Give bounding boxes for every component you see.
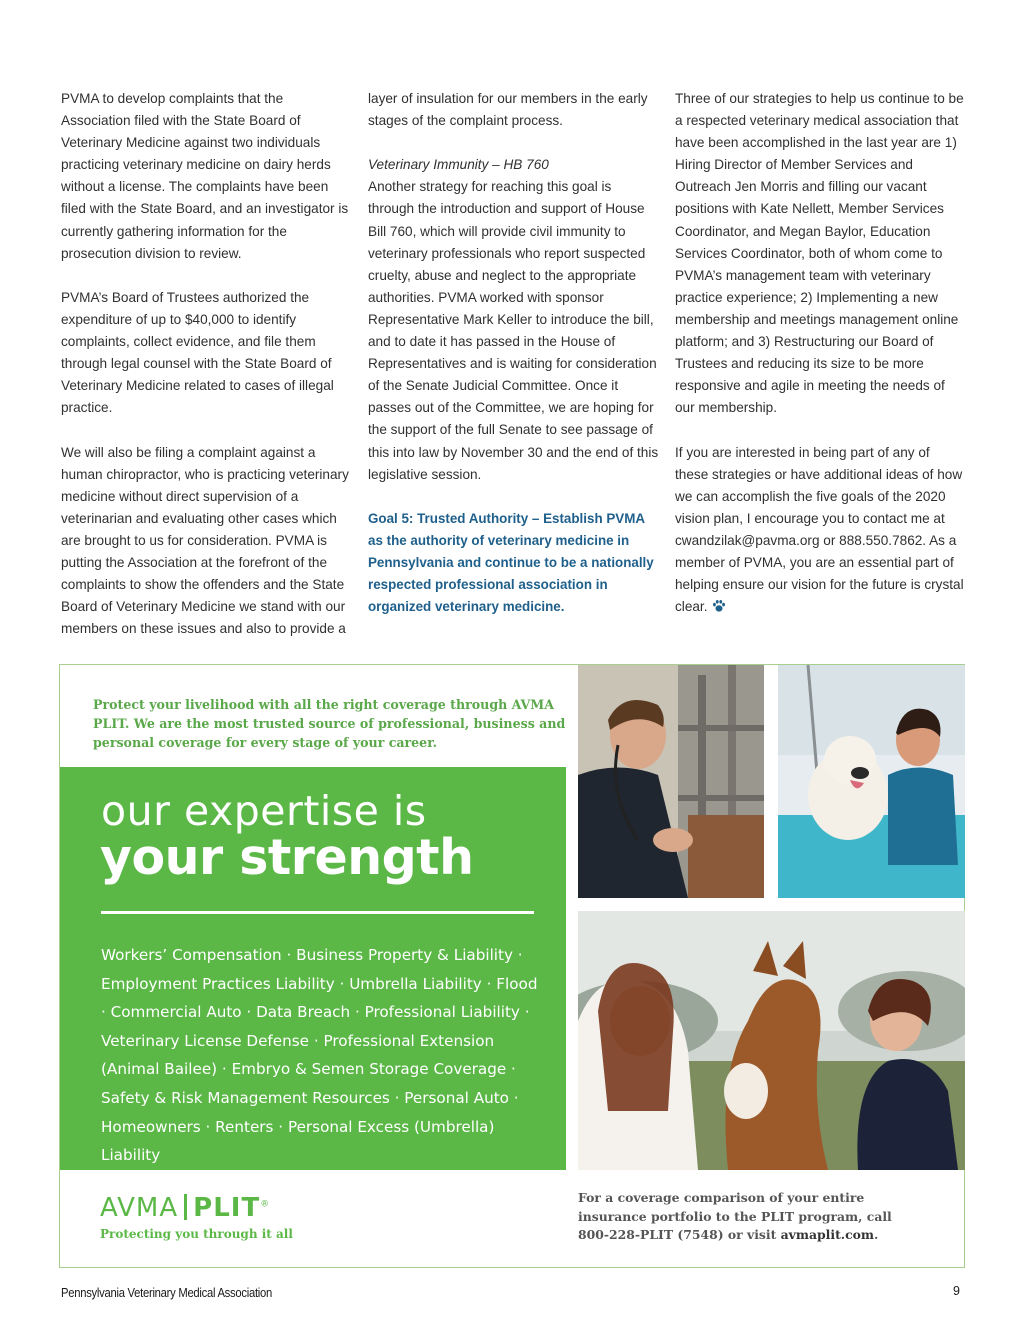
article-paragraph: PVMA’s Board of Trustees authorized the expenditure of up to $40,000 to identify complaints, collect evidence, and file them through legal counsel with the State Board of Veterinary Medicine related to cases of illegal practice. <box>61 289 334 416</box>
paw-print-icon <box>712 599 726 613</box>
ad-divider <box>101 911 534 914</box>
ad-tagline: Protect your livelihood with all the right coverage through AVMA PLIT. We are the most trusted source of professional, business and personal coverage for every stage of your career. <box>93 697 566 750</box>
closing-text: If you are interested in being part of any of these strategies or have additional ideas of how we can accomplish the five goals of the 2020 vision plan, I encourage you to contact me at cwandzilak@pavma.org or 888.550.7862. As a member of PVMA, you are an essential part of helping ensure our vision for the future is crystal clear. <box>675 444 964 615</box>
article-paragraph: We will also be filing a complaint against a human chiropractor, who is practicing veterinary medicine without direct supervision of a veterinarian and evaluating other cases which are brought to us for consideration. PVMA is putting the Association at the forefront of the complaints to show the offenders and the State Board of Veterinary Medicine we stand with our members on these issues and also to provide a <box>61 444 349 637</box>
coverage-list: Workers’ Compensation · Business Property & Liability · Employment Practices Liability · Umbrella Liability · Flood · Commercial Auto · Data Breach · Professional Liability · Veterinary License Defense · Professional Extension (Animal Bailee) · Embryo & Semen Storage Coverage · Safety & Risk Management Resources · Personal Auto · Homeowners · Renters · Personal Excess (Umbrella) Liability <box>101 946 538 1165</box>
footer-publication-name: Pennsylvania Veterinary Medical Association <box>61 1286 273 1300</box>
article-paragraph: PVMA to develop complaints that the Association filed with the State Board of Veterinary Medicine against two individuals practicing veterinary medicine on dairy herds without a license. The complaints have been filed with the State Board, and an investigator is currently gathering information for the prosecution division to review. <box>61 91 349 261</box>
logo-plit: PLIT <box>193 1193 261 1223</box>
avma-plit-advertisement <box>59 664 965 1268</box>
two-women-with-horse-photo <box>578 911 965 1170</box>
article-paragraph: Three of our strategies to help us continue to be a respected veterinary medical association that have been accomplished in the last year are 1) Hiring Director of Member Services and Outreach Jen Morris and filling our vacant positions with Kate Nellett, Member Services Coordinator, and Megan Baylor, Education Services Coordinator, both of whom come to PVMA’s management team with veterinary practice experience; 2) Implementing a new membership and meetings management online platform; and 3) Restructuring our Board of Trustees and reducing its size to be more responsive and agile in meeting the needs of our membership. <box>675 91 964 416</box>
logo-wordmark <box>100 1193 293 1223</box>
avma-plit-logo <box>100 1193 293 1241</box>
registered-mark: ® <box>260 1199 271 1210</box>
section-subheading: Veterinary Immunity – HB 760 <box>368 157 549 173</box>
ad-contact-text <box>578 1189 918 1245</box>
article-paragraph <box>675 442 964 619</box>
woman-with-dog-in-pool-photo <box>778 665 965 898</box>
ad-green-panel <box>60 767 566 1170</box>
ad-photo-collage <box>578 665 965 1170</box>
page-number: 9 <box>953 1284 960 1298</box>
contact-sentence: For a coverage comparison of your entire insurance portfolio to the PLIT program, call 800-228-PLIT (7548) or visit <box>578 1190 892 1242</box>
goal-heading: Goal 5: Trusted Authority – Establish PVMA as the authority of veterinary medicine in Pennsylvania and continue to be a nationally respected professional association in organized veterinary medicine. <box>368 510 654 615</box>
veterinarian-with-stethoscope-photo <box>578 665 764 898</box>
website-link[interactable]: avmaplit.com <box>780 1227 875 1242</box>
article-column-2 <box>368 88 660 618</box>
logo-divider <box>184 1194 187 1220</box>
article-paragraph: Another strategy for reaching this goal is through the introduction and support of House Bill 760, which will provide civil immunity to veterinary professionals who report suspected cruelty, abuse and neglect to the appropriate authorities. PVMA worked with sponsor Representative Mark Keller to introduce the bill, and to date it has passed in the House of Representatives and is waiting for consideration of the Senate Judicial Committee. Once it passes out of the Committee, we are hoping for the support of the full Senate to see passage of this into law by November 30 and the end of this legislative session. <box>368 179 659 482</box>
article-column-3 <box>675 88 964 618</box>
logo-avma: AVMA <box>100 1193 179 1223</box>
article-column-1 <box>61 88 351 640</box>
ad-headline-line-1: our expertise is <box>101 787 427 835</box>
article-columns <box>61 88 964 637</box>
contact-end: . <box>874 1227 879 1242</box>
article-paragraph: layer of insulation for our members in the early stages of the complaint process. <box>368 91 648 129</box>
logo-slogan: Protecting you through it all <box>100 1227 293 1241</box>
ad-headline-line-2: your strength <box>100 829 474 886</box>
